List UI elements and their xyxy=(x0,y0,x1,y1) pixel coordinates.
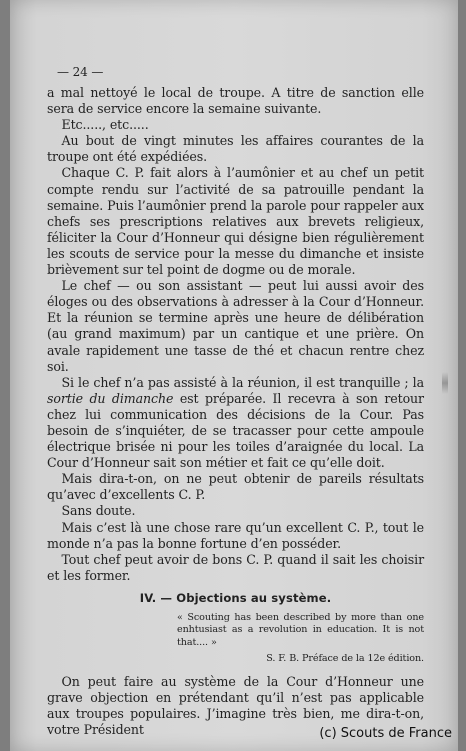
sortie-text-before: Si le chef n’a pas assisté à la réunion, il est tranquille ; la xyxy=(61,374,424,390)
sortie-italic: sortie du dimanche xyxy=(47,390,174,406)
epigraph-quote: « Scouting has been described by more than one enhtusiast as a revolution in education. It is not that.... » xyxy=(177,612,424,648)
epigraph xyxy=(47,612,424,666)
paragraph-affaires: Au bout de vingt minutes les affaires courantes de la troupe ont été expédiées. xyxy=(47,133,424,165)
paragraph-objection-populaire: On peut faire au système de la Cour d’Honneur une grave objection en prétendant qu’il n’est pas applicable aux troupes populaires. J’imagine très bien, me dira-t-on, votre Président xyxy=(47,673,424,737)
paragraph-sortie xyxy=(47,375,424,472)
paragraph-bons-cp: Tout chef peut avoir de bons C. P. quand il sait les choisir et les former. xyxy=(47,551,424,583)
sortie-text-after: est préparée. Il recevra à son retour chez lui communication des décisions de la Cour. Pas besoin de s’inquiéter, de se tracasser pour cette ampoule électrique brisée ni pour les toiles d’araignée du local. La Cour d’Honneur sait son métier et fait ce qu’elle doit. xyxy=(47,390,424,471)
paragraph-etc: Etc....., etc..... xyxy=(61,117,149,133)
paragraph-compte-rendu: Chaque C. P. fait alors à l’aumônier et au chef un petit compte rendu sur l’activité de sa patrouille pendant la semaine. Puis l’aumônier prend la parole pour rappeler aux chefs ses prescriptions relatives aux brevets religieux, féliciter la Cour d’Honneur qui désigne bien régulièrement les scouts de service pour la messe du dimanche et insiste brièvement sur tel point de dogme ou de morale. xyxy=(47,165,424,278)
page-number: — 24 — xyxy=(57,65,104,79)
copyright-watermark: (c) Scouts de France xyxy=(319,726,452,741)
paragraph-continued: a mal nettoyé le local de troupe. A titre de sanction elle sera de service encore la semaine suivante. xyxy=(47,85,424,117)
paragraph-objection-cp: Mais dira-t-on, on ne peut obtenir de pareils résultats qu’avec d’excellents C. P. xyxy=(47,471,424,503)
epigraph-source: S. F. B. Préface de la 12e édition. xyxy=(266,653,424,665)
page-edge-mark xyxy=(442,372,448,394)
paragraph-sans-doute: Sans doute. xyxy=(61,503,136,519)
section-title: IV. — Objections au système. xyxy=(139,590,332,605)
paragraph-chose-rare: Mais c’est là une chose rare qu’un excellent C. P., tout le monde n’a pas la bonne fortune d’en posséder. xyxy=(47,519,424,551)
page-content xyxy=(47,64,424,738)
paragraph-chef-assistant: Le chef — ou son assistant — peut lui aussi avoir des éloges ou des observations à adresser à la Cour d’Honneur. Et la réunion se termine après une heure de délibération (au grand maximum) par un cantique et une prière. On avale rapidement une tasse de thé et chacun rentre chez soi. xyxy=(47,278,424,374)
book-page xyxy=(10,0,458,751)
